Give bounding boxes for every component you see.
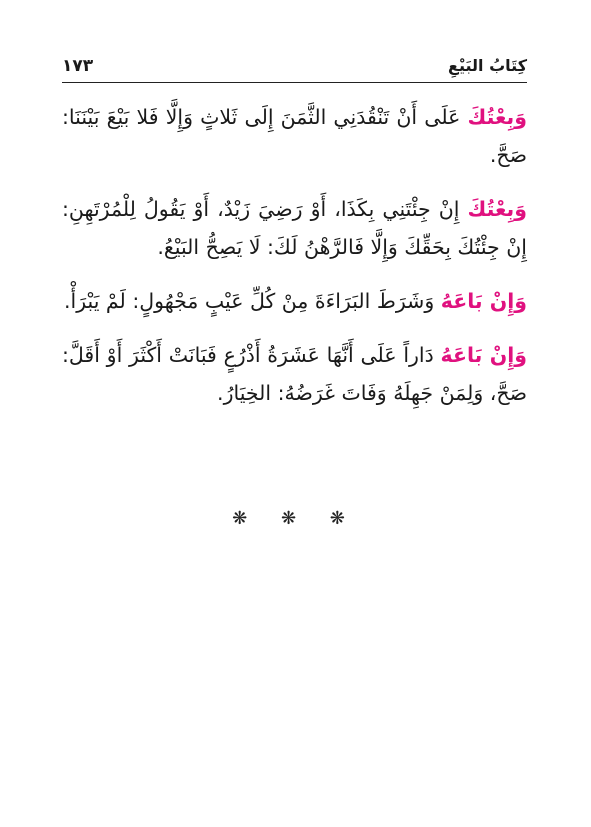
paragraph-text: عَلَى أَنْ تَنْقُدَنِي الثَّمَنَ إِلَى ثَلاثٍ وَإِلَّا فَلا بَيْعَ بَيْنَنَا: صَحَّ. bbox=[62, 105, 527, 167]
paragraph-text: دَاراً عَلَى أَنَّهَا عَشَرَةُ أَذْرُعٍ فَبَانَتْ أَكْثَرَ أَوْ أَقَلَّ: صَحَّ، وَلِمَنْ جَهِلَهُ وَفَاتَ غَرَضُهُ: الخِيَارُ. bbox=[62, 343, 527, 405]
paragraph-lead: وَبِعْتُكَ bbox=[467, 105, 527, 129]
paragraph-text: وَشَرَطَ البَرَاءَةَ مِنْ كُلِّ عَيْبٍ مَجْهُولٍ: لَمْ يَبْرَأْ. bbox=[63, 289, 441, 313]
paragraph-2 bbox=[62, 190, 527, 266]
paragraph-lead: وَإِنْ بَاعَهُ bbox=[440, 289, 527, 313]
paragraph-3 bbox=[62, 282, 527, 320]
running-title: كِتَابُ البَيْعِ bbox=[448, 56, 527, 75]
paragraph-lead: وَإِنْ بَاعَهُ bbox=[440, 343, 528, 367]
page-header bbox=[62, 52, 527, 83]
paragraph-lead: وَبِعْتُكَ bbox=[467, 197, 527, 221]
paragraph-4 bbox=[62, 336, 527, 412]
page-number: ١٧٣ bbox=[62, 56, 94, 76]
paragraph-text: إِنْ جِئْتَنِي بِكَذَا، أَوْ رَضِيَ زَيْدٌ، أَوْ يَقُولُ لِلْمُرْتَهِنِ: إِنْ جِئْتُكَ بِحَقِّكَ وَإِلَّا فَالرَّهْنُ لَكَ: لَا يَصِحُّ البَيْعُ. bbox=[62, 197, 527, 259]
section-ornament: ❋ ❋ ❋ bbox=[232, 508, 359, 529]
paragraph-1 bbox=[62, 98, 527, 174]
body-text bbox=[62, 98, 527, 428]
